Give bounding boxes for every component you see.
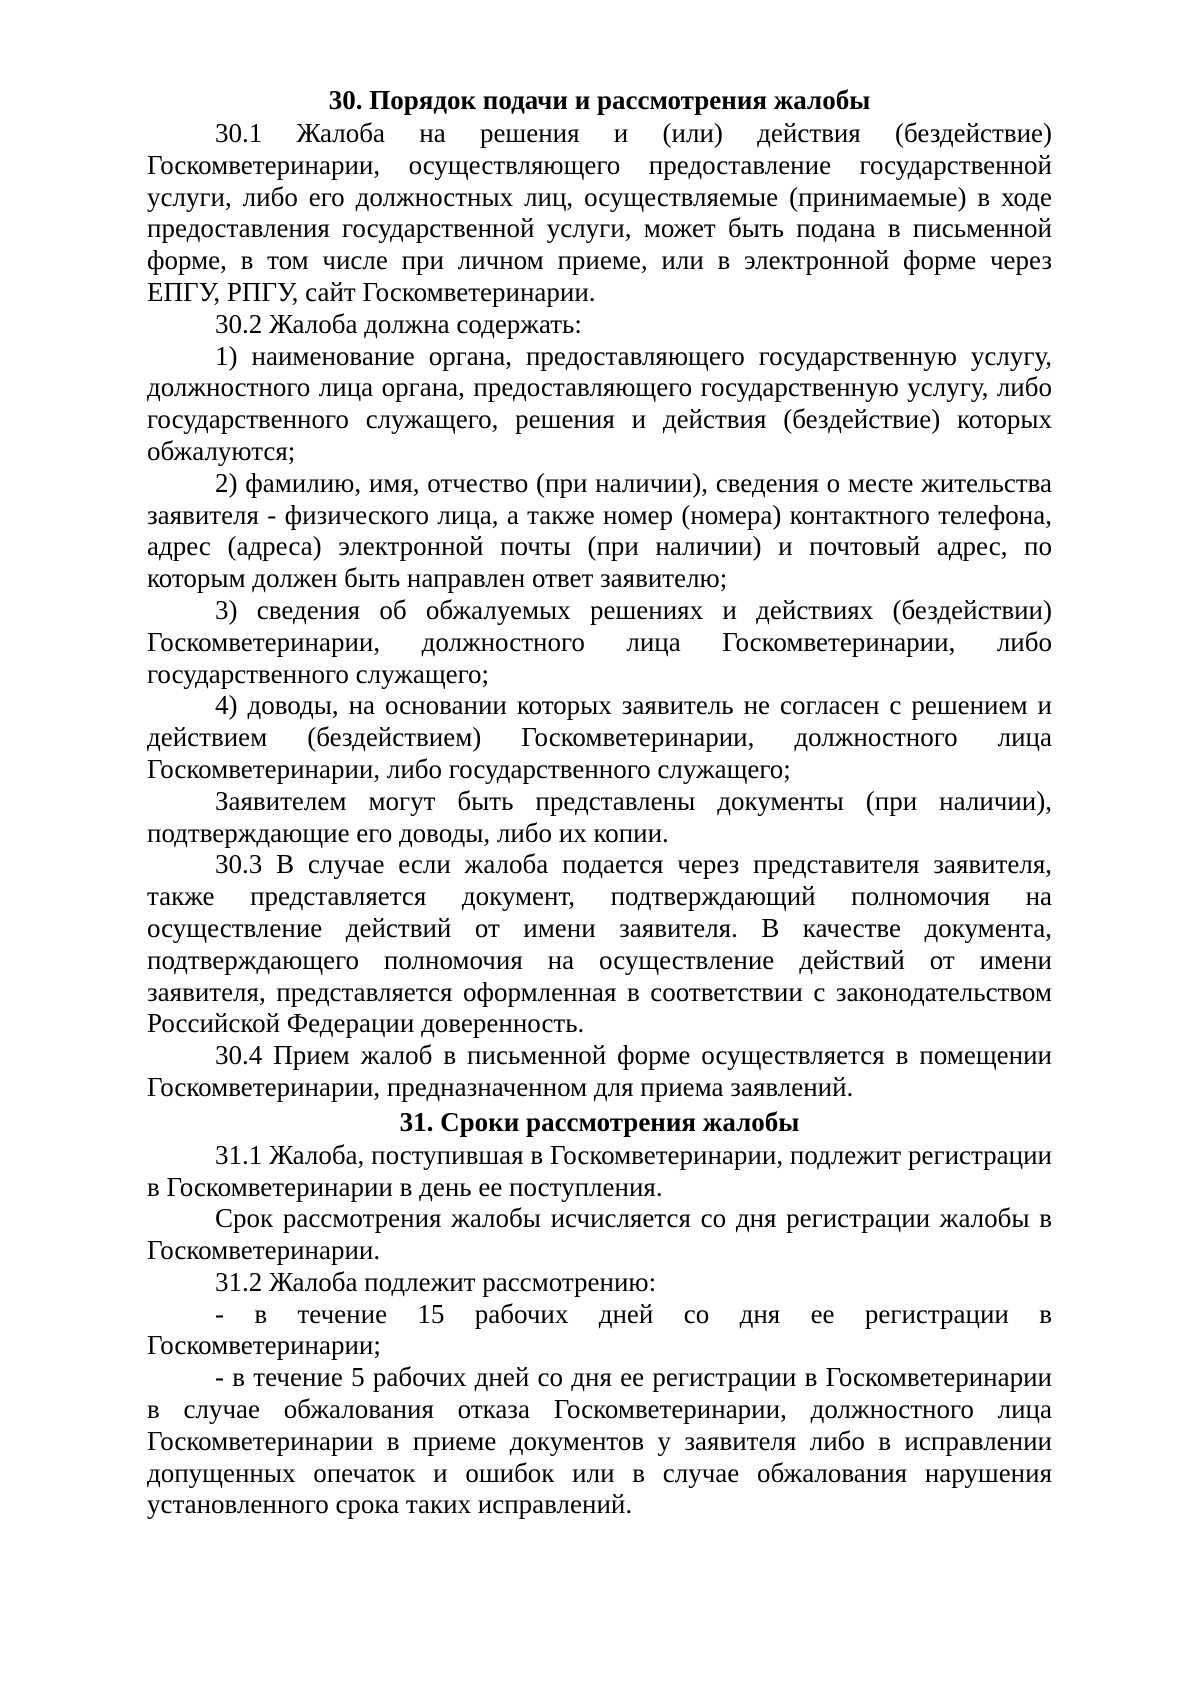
section-30-heading: 30. Порядок подачи и рассмотрения жалобы <box>328 85 871 115</box>
paragraph-30-1: 30.1 Жалоба на решения и (или) действия (бездействие) Госкомветеринарии, осуществляющего предоставление государственной услуги, либо его должностных лиц, осуществляемые (принимаемые) в ходе предоставления государственной услуги, может быть подана в письменной форме, в том числе при личном приеме, или в электронной форме через ЕПГУ, РПГУ, сайт Госкомветеринарии. <box>147 118 1052 307</box>
list-item-1: 1) наименование органа, предоставляющего государственную услугу, должностного лица органа, предоставляющего государственную услугу, либо государственного служащего, решения и действия (бездействие) которых обжалуются; <box>147 340 1052 466</box>
paragraph-30-2: 30.2 Жалоба должна содержать: <box>215 308 582 339</box>
list-item-5-days: - в течение 5 рабочих дней со дня ее регистрации в Госкомветеринарии в случае обжалования отказа Госкомветеринарии, должностного лица Госкомветеринарии в приеме документов у заявителя либо в исправлении допущенных опечаток и ошибок или в случае обжалования нарушения установленного срока таких исправлений. <box>147 1362 1052 1520</box>
paragraph-31-1: 31.1 Жалоба, поступившая в Госкомветеринарии, подлежит регистрации в Госкомветеринарии в день ее поступления. <box>147 1139 1052 1202</box>
paragraph-applicant-documents: Заявителем могут быть представлены документы (при наличии), подтверждающие его доводы, либо их копии. <box>147 785 1052 848</box>
list-item-4: 4) доводы, на основании которых заявитель не согласен с решением и действием (бездействием) Госкомветеринарии, должностного лица Госкомветеринарии, либо государственного служащего; <box>147 690 1052 784</box>
document-page <box>147 82 1052 1521</box>
list-item-15-days: - в течение 15 рабочих дней со дня ее регистрации в Госкомветеринарии; <box>147 1298 1052 1361</box>
list-item-2: 2) фамилию, имя, отчество (при наличии), сведения о месте жительства заявителя - физического лица, а также номер (номера) контактного телефона, адрес (адреса) электронной почты (при наличии) и почтовый адрес, по которым должен быть направлен ответ заявителю; <box>147 467 1052 594</box>
paragraph-31-2: 31.2 Жалоба подлежит рассмотрению: <box>215 1266 657 1297</box>
list-item-3: 3) сведения об обжалуемых решениях и действиях (бездействии) Госкомветеринарии, должностного лица Госкомветеринарии, либо государственного служащего; <box>147 594 1052 689</box>
section-31-heading: 31. Сроки рассмотрения жалобы <box>399 1106 800 1137</box>
paragraph-review-period: Срок рассмотрения жалобы исчисляется со дня регистрации жалобы в Госкомветеринарии. <box>147 1203 1052 1266</box>
paragraph-30-4: 30.4 Прием жалоб в письменной форме осуществляется в помещении Госкомветеринарии, предназначенном для приема заявлений. <box>147 1040 1052 1102</box>
paragraph-30-3: 30.3 В случае если жалоба подается через представителя заявителя, также представляется документ, подтверждающий полномочия на осуществление действий от имени заявителя. В качестве документа, подтверждающего полномочия на осуществление действий от имени заявителя, представляется оформленная в соответствии с законодательством Российской Федерации доверенность. <box>147 849 1052 1039</box>
